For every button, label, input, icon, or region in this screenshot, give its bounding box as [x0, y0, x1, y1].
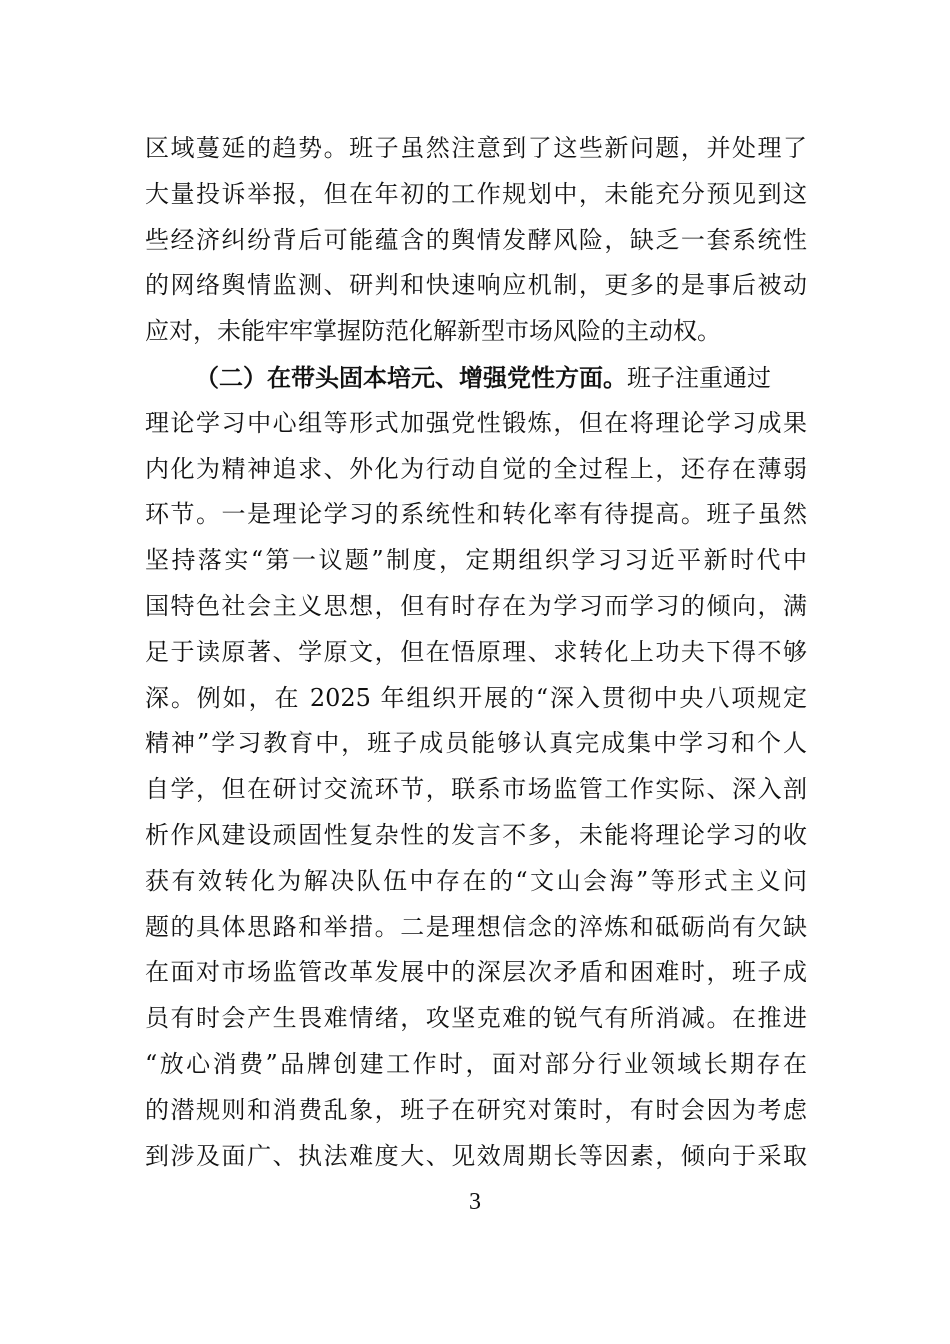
text-line: “放心消费”品牌创建工作时，面对部分行业领域长期存在	[145, 1049, 807, 1078]
text-line: 区域蔓延的趋势。班子虽然注意到了这些新问题，并处理了	[145, 134, 807, 162]
text-line: 足于读原著、学原文，但在悟原理、求转化上功夫下得不够	[145, 637, 807, 666]
text-line: 内化为精神追求、外化为行动自觉的全过程上，还存在薄弱	[145, 454, 807, 483]
text-line: 精神”学习教育中，班子成员能够认真完成集中学习和个人	[145, 729, 807, 758]
text-line: 自学，但在研讨交流环节，联系市场监管工作实际、深入剖	[145, 775, 807, 804]
text-line: 在面对市场监管改革发展中的深层次矛盾和困难时，班子成	[145, 958, 807, 987]
body-text	[145, 126, 807, 1179]
text-line: 应对，未能牢牢掌握防范化解新型市场风险的主动权。	[145, 317, 721, 346]
text-line: 的网络舆情监测、研判和快速响应机制，更多的是事后被动	[145, 271, 807, 300]
text-line: 环节。一是理论学习的系统性和转化率有待提高。班子虽然	[145, 500, 807, 529]
text-line: 获有效转化为解决队伍中存在的“文山会海”等形式主义问	[145, 866, 807, 895]
text-line: 析作风建设顽固性复杂性的发言不多，未能将理论学习的收	[145, 820, 807, 849]
text-line: 国特色社会主义思想，但有时存在为学习而学习的倾向，满	[145, 591, 807, 620]
section-heading-line	[145, 355, 807, 401]
section-lead: 班子注重通过	[627, 363, 771, 392]
text-line: 员有时会产生畏难情绪，攻坚克难的锐气有所消减。在推进	[145, 1004, 807, 1033]
text-line: 题的具体思路和举措。二是理想信念的淬炼和砥砺尚有欠缺	[145, 912, 807, 941]
text-line: 的潜规则和消费乱象，班子在研究对策时，有时会因为考虑	[145, 1095, 807, 1124]
page-number: 3	[469, 1189, 481, 1215]
section-heading: （二）在带头固本培元、增强党性方面。	[195, 362, 627, 392]
text-line: 深。例如，在 2025 年组织开展的“深入贯彻中央八项规定	[145, 683, 807, 712]
text-line: 坚持落实“第一议题”制度，定期组织学习习近平新时代中	[145, 546, 807, 575]
text-line: 大量投诉举报，但在年初的工作规划中，未能充分预见到这	[145, 179, 807, 208]
text-line: 些经济纠纷背后可能蕴含的舆情发酵风险，缺乏一套系统性	[145, 225, 807, 254]
text-line: 到涉及面广、执法难度大、见效周期长等因素，倾向于采取	[145, 1141, 807, 1170]
text-line: 理论学习中心组等形式加强党性锻炼，但在将理论学习成果	[145, 408, 807, 437]
